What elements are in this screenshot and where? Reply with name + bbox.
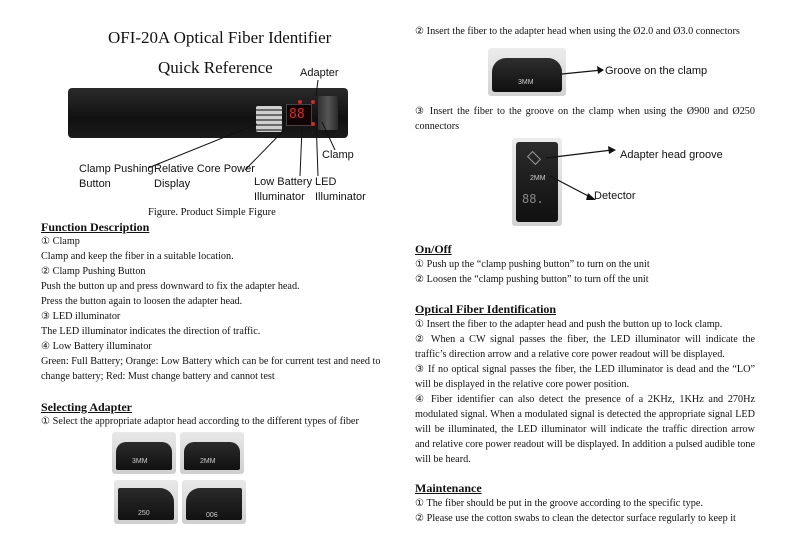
on-off-line: ① Push up the “clamp pushing button” to turn on the unit (415, 259, 650, 270)
maintenance-body (415, 496, 755, 526)
document-title: OFI-20A Optical Fiber Identifier (108, 28, 332, 47)
function-description-body (41, 234, 386, 384)
label-adapter-head-groove: Adapter head groove (620, 149, 723, 161)
figure-callout-lines (0, 0, 400, 215)
on-off-heading: On/Off (415, 242, 452, 256)
on-off-body (415, 257, 755, 287)
optical-fiber-identification-heading: Optical Fiber Identification (415, 302, 557, 316)
on-off-line: ② Loosen the “clamp pushing button” to turn off the unit (415, 274, 649, 285)
detector-display: 88. (522, 192, 544, 206)
label-clamp-pushing-line2: Button (79, 178, 111, 190)
fd-line: ② Clamp Pushing Button (41, 266, 146, 277)
fd-line: ④ Low Battery illuminator (41, 341, 152, 352)
adapter-photo-2mm (180, 432, 244, 474)
ofi-item: ③ If no optical signal passes the fiber, the LED illuminator is dead and the “LO” will be displayed in the relative core power position. (415, 364, 755, 390)
label-clamp-pushing-line1: Clamp Pushing (79, 163, 154, 175)
adapter-photo-900 (182, 480, 246, 524)
label-led-line1: LED (315, 176, 337, 188)
photo-label: 3MM (518, 79, 534, 86)
fd-line: ③ LED illuminator (41, 311, 121, 322)
groove-arrow (560, 60, 610, 80)
relative-core-power-display: 88 (286, 104, 312, 126)
ofi-item: ④ Fiber identifier can also detect the presence of a 2KHz, 1KHz and 270Hz modulated signal. When a modulated signal is detected the appropriate signal LED will be illuminated, the LED illuminator will indicate the traffic direction arrow and relative core power readout will be displayed. In addition a pulsed audible tone will be heard. (415, 394, 755, 465)
label-relative-core-line1: Relative Core Power (154, 163, 255, 175)
selecting-adapter-heading: Selecting Adapter (41, 400, 132, 414)
label-clamp: Clamp (322, 149, 354, 161)
adapter-label: 250 (138, 510, 150, 517)
label-detector: Detector (594, 190, 636, 202)
fd-line: change battery; Red: Must change battery and cannot test (41, 371, 275, 382)
adapter-photo-3mm (112, 432, 176, 474)
selecting-adapter-step3: ③ Insert the fiber to the groove on the clamp when using the Ø900 and Ø250 connectors (415, 106, 755, 132)
label-adapter: Adapter (300, 67, 339, 79)
fd-line: Push the button up and press downward to fix the adapter head. (41, 281, 300, 292)
function-description-heading: Function Description (41, 220, 150, 234)
maintenance-item: ② Please use the cotton swabs to clean the detector surface regularly to keep it (415, 513, 736, 524)
label-groove-on-clamp: Groove on the clamp (605, 65, 708, 77)
label-relative-core-line2: Display (154, 178, 191, 190)
adapter-photo-250 (114, 480, 178, 524)
adapter-label: 900 (206, 510, 218, 517)
quick-reference-heading: Quick Reference (158, 58, 273, 77)
maintenance-heading: Maintenance (415, 481, 482, 495)
label-low-battery-line1: Low Battery (254, 176, 313, 188)
ofi-body (415, 317, 755, 467)
fd-line: ① Clamp (41, 236, 80, 247)
label-low-battery-line2: Illuminator (254, 191, 305, 203)
fd-line: Green: Full Battery; Orange: Low Battery which can be for current test and need to (41, 356, 381, 367)
fd-line: Clamp and keep the fiber in a suitable location. (41, 251, 234, 262)
maintenance-item: ① The fiber should be put in the groove according to the specific type. (415, 498, 703, 509)
adapter-label: 3MM (132, 458, 148, 465)
fd-line: Press the button again to loosen the adapter head. (41, 296, 243, 307)
figure-caption: Figure. Product Simple Figure (148, 207, 276, 218)
adapter-label: 2MM (200, 458, 216, 465)
selecting-adapter-step1: ① Select the appropriate adaptor head according to the different types of fiber (41, 416, 359, 427)
selecting-adapter-step2: ② Insert the fiber to the adapter head when using the Ø2.0 and Ø3.0 connectors (415, 26, 740, 37)
clamp-groove-photo (488, 48, 566, 96)
photo-label: 2MM (530, 175, 546, 182)
ofi-item: ② When a CW signal passes the fiber, the LED illuminator will indicate the traffic’s direction arrow and a relative core power readout will be displayed. (415, 334, 755, 360)
fd-line: The LED illuminator indicates the direction of traffic. (41, 326, 261, 337)
label-led-line2: Illuminator (315, 191, 366, 203)
ofi-item: ① Insert the fiber to the adapter head and push the button up to lock clamp. (415, 319, 723, 330)
